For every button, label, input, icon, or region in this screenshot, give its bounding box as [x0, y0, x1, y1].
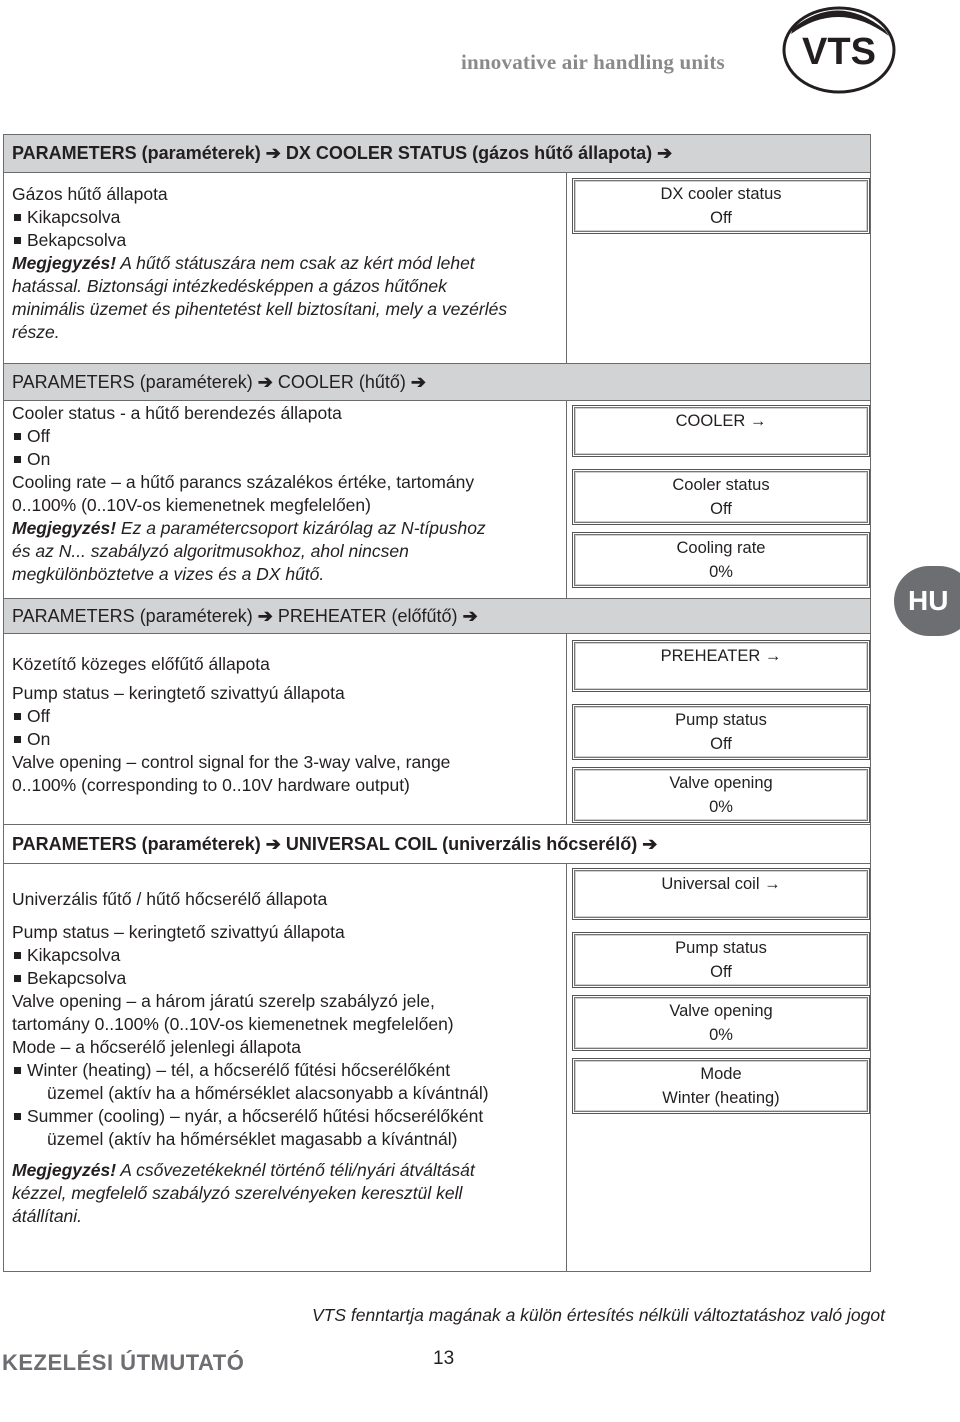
column-divider	[566, 401, 567, 598]
language-tab-hu: HU	[894, 566, 960, 636]
arrow-right-icon: →	[764, 875, 781, 893]
section-header-universal-coil	[4, 824, 870, 864]
header-text: PARAMETERS (paraméterek) ➔ DX COOLER STATUS (gázos hűtő állapota) ➔	[12, 143, 673, 163]
universal-coil-text: Univerzális fűtő / hűtő hőcserélő állapota Pump status – keringtető szivattyú állapota Kikapcsolva Bekapcsolva Valve opening – a három járatú szerelp szabályzó jele, tartomány 0..100% (0..10V-os kiemenetnek megfelelően) Mode – a hőcserélő jelenlegi állapota Winter (heating) – tél, a hőcserélő fűtési hőcserélőként üzemel (aktív ha a hőmérséklet alacsonyabb a kívántnál) Summer (cooling) – nyár, a hőcserélő hűtési hőcserélőként üzemel (aktív ha hőmérséklet magasabb a kívántnál) Megjegyzés! A csővezetékeknél történő téli/nyári átváltását kézzel, megfelelő szabályzó szerelvényeken keresztül kell átállítani.	[12, 889, 489, 1226]
section-header-cooler	[4, 363, 870, 401]
note-label: Megjegyzés!	[12, 253, 117, 273]
section-header-dx-cooler	[4, 135, 870, 173]
cooler-text: Cooler status - a hűtő berendezés állapota Off On Cooling rate – a hűtő parancs százalékos értéke, tartomány 0..100% (0..10V-os kiemenetnek megfelelően) Megjegyzés! Ez a paramétercsoport kizárólag az N-típushoz és az N... szabályzó algoritmusokhoz, ahol nincsen megkülönböztetve a vizes és a DX hűtő.	[12, 403, 486, 584]
page-number: 13	[433, 1348, 455, 1369]
note-label: Megjegyzés!	[12, 518, 117, 538]
lcd-cooler-status: Cooler status Off	[572, 469, 870, 525]
preheater-text: Közetítő közeges előfűtő állapota Pump status – keringtető szivattyú állapota Off On Valve opening – control signal for the 3-way valve, range 0..100% (corresponding to 0..10V hardware output)	[12, 654, 451, 795]
lcd-dx-cooler-status: DX cooler status Off	[572, 178, 870, 234]
column-divider	[566, 864, 567, 1272]
vts-logo	[781, 4, 897, 94]
dx-cooler-text: Gázos hűtő állapota Kikapcsolva Bekapcsolva Megjegyzés! A hűtő státuszára nem csak az kért mód lehet hatással. Biztonsági intézkedésképpen a gázos hűtőnek minimális üzemet és pihentetést kell biztosítani, mely a vezérlés része.	[12, 184, 508, 342]
column-divider	[566, 634, 567, 824]
lcd-pump-status: Pump status Off	[572, 932, 870, 988]
lcd-pump-status: Pump status Off	[572, 704, 870, 760]
pump-status-label: Pump status	[12, 922, 110, 942]
header-text: PARAMETERS (paraméterek) ➔ COOLER (hűtő) ➔	[12, 371, 426, 392]
lcd-universal-coil-menu: Universal coil →	[572, 868, 870, 920]
bullet-icon	[14, 975, 21, 982]
lcd-cooling-rate: Cooling rate 0%	[572, 532, 870, 588]
bullet-icon	[14, 713, 21, 720]
bullet-icon	[14, 237, 21, 244]
mode-label: Mode	[12, 1037, 56, 1057]
arrow-right-icon: →	[749, 412, 767, 430]
bullet-icon	[14, 1067, 21, 1074]
bullet-icon	[14, 214, 21, 221]
tagline: innovative air handling units	[461, 50, 725, 74]
bullet-icon	[14, 433, 21, 440]
header-text: PARAMETERS (paraméterek) ➔ UNIVERSAL COIL (univerzális hőcserélő) ➔	[12, 833, 658, 854]
bullet-icon	[14, 1113, 21, 1120]
pump-status-label: Pump status	[12, 683, 110, 703]
bullet-icon	[14, 952, 21, 959]
lcd-valve-opening: Valve opening 0%	[572, 767, 870, 823]
lcd-preheater-menu: PREHEATER →	[572, 640, 870, 692]
note-label: Megjegyzés!	[12, 1160, 117, 1180]
lcd-mode: Mode Winter (heating)	[572, 1058, 870, 1114]
parameter-table	[3, 134, 871, 1272]
header-text: PARAMETERS (paraméterek) ➔ PREHEATER (előfűtő) ➔	[12, 605, 478, 626]
lcd-cooler-menu: COOLER →	[572, 405, 870, 457]
valve-opening-label: Valve opening	[12, 991, 122, 1011]
cooling-rate-label: Cooling rate	[12, 472, 107, 492]
footer-manual-title: KEZELÉSI ÚTMUTATÓ	[2, 1350, 245, 1375]
valve-opening-label: Valve opening	[12, 752, 122, 772]
bullet-icon	[14, 456, 21, 463]
section-header-preheater	[4, 598, 870, 634]
footer-note: VTS fenntartja magának a külön értesítés nélküli változtatáshoz való jogot	[312, 1305, 885, 1325]
bullet-icon	[14, 736, 21, 743]
logo-text: VTS	[802, 31, 876, 73]
lcd-valve-opening: Valve opening 0%	[572, 995, 870, 1051]
cooler-status-label: Cooler status	[12, 403, 116, 423]
column-divider	[566, 173, 567, 363]
arrow-right-icon: →	[764, 647, 782, 665]
